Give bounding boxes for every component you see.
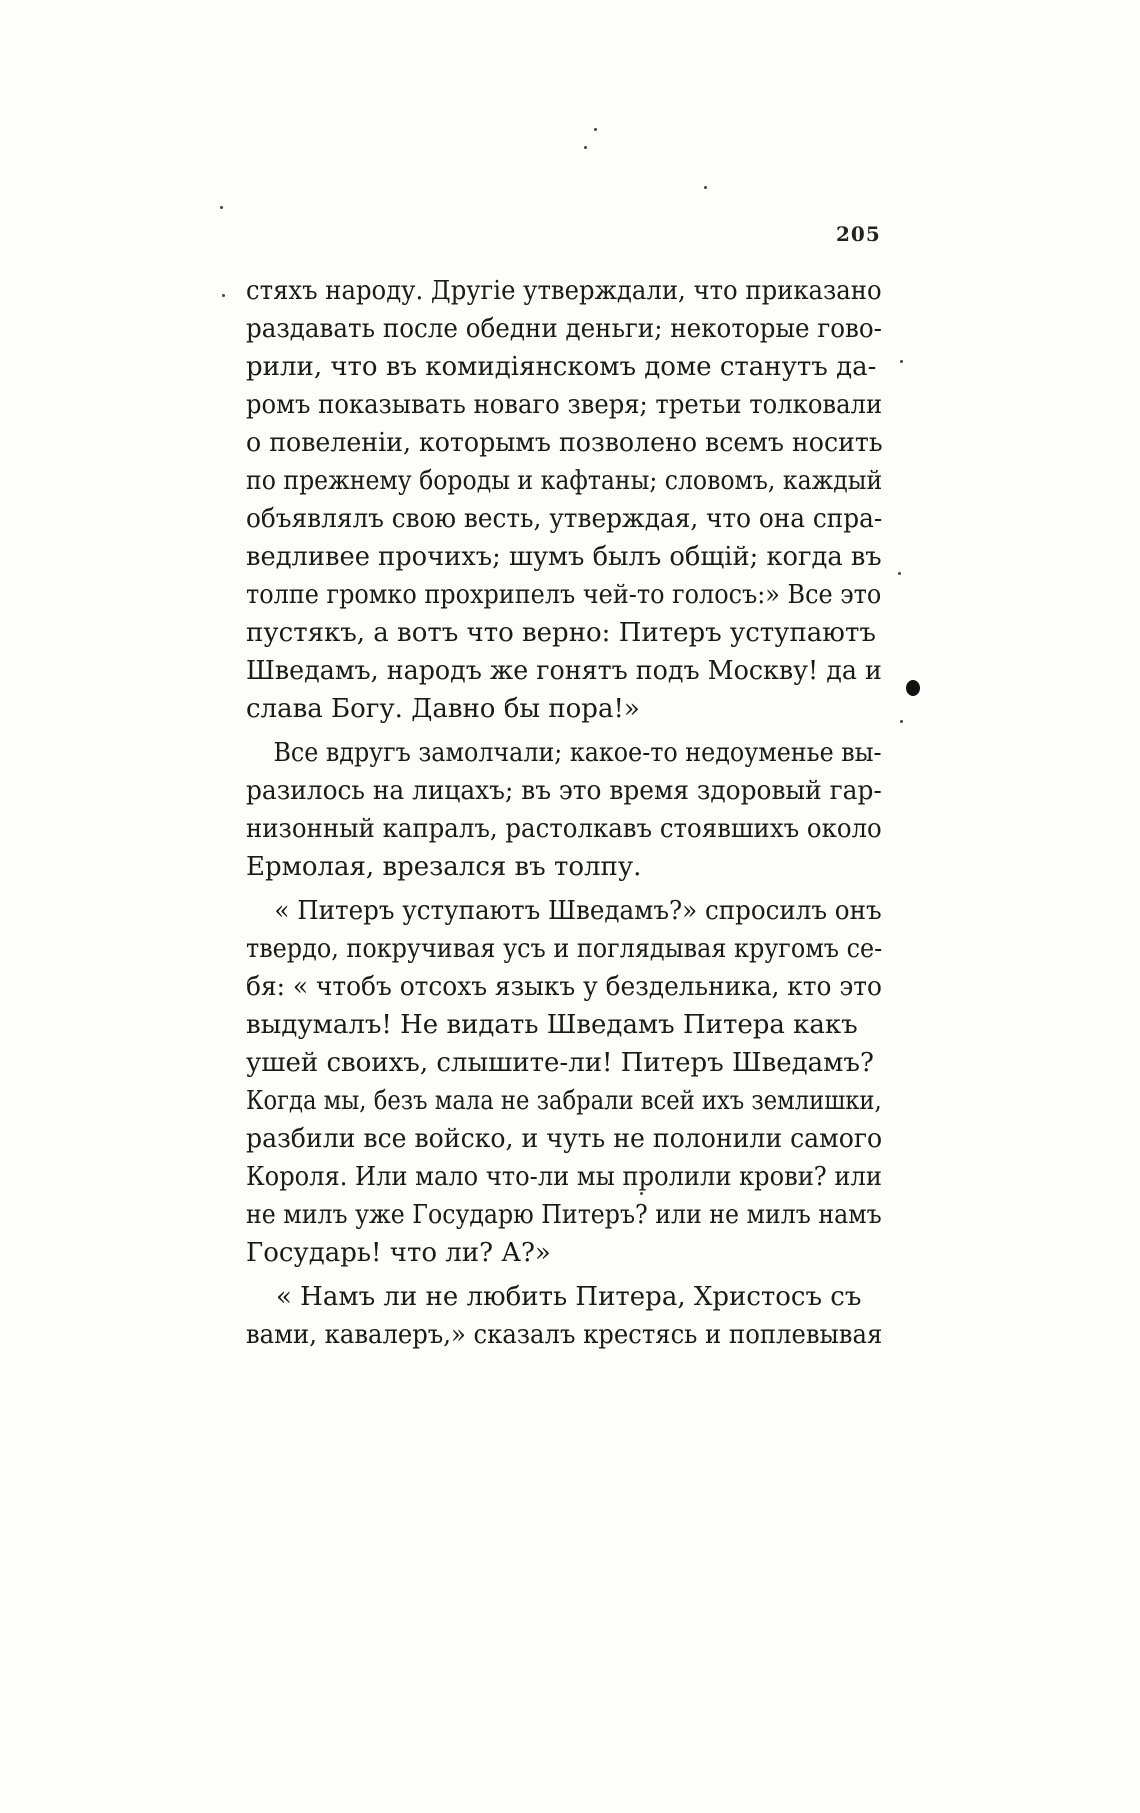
scan-speck: [222, 294, 225, 297]
text-line: слава Богу. Давно бы пора!»: [246, 694, 640, 724]
text-line: вами, кавалеръ,» сказалъ крестясь и поплевывая: [246, 1320, 883, 1350]
text-line: разилось на лицахъ; въ это время здоровый гар-: [246, 776, 882, 806]
scan-speck: [220, 206, 223, 209]
text-line: объявлялъ свою весть, утверждая, что она спра-: [246, 504, 883, 534]
paragraph: [246, 1278, 882, 1354]
page-number: 205: [836, 222, 881, 246]
text-line: твердо, покручивая усъ и поглядывая кругомъ се-: [246, 934, 883, 964]
text-line: Ермолая, врезался въ толпу.: [246, 852, 642, 882]
scan-speck: [900, 360, 903, 363]
text-line: Короля. Или мало что-ли мы пролили крови? или: [246, 1162, 882, 1192]
text-line: ромъ показывать новаго зверя; третьи толковали: [246, 390, 883, 420]
text-line: « Питеръ уступаютъ Шведамъ?» спросилъ онъ: [274, 896, 882, 926]
text-line: толпе громко прохрипелъ чей-то голосъ:» Все это: [246, 580, 882, 610]
text-line: выдумалъ! Не видать Шведамъ Питера какъ: [246, 1010, 858, 1040]
text-line: бя: « чтобъ отсохъ языкъ у бездельника, кто это: [246, 972, 882, 1002]
text-line: о повеленіи, которымъ позволено всемъ носить: [246, 428, 883, 458]
text-line: Государь! что ли? А?»: [246, 1238, 551, 1268]
text-line: ведливее прочихъ; шумъ былъ общій; когда въ: [246, 542, 882, 572]
text-line: низонный капралъ, растолкавъ стоявшихъ около: [246, 814, 882, 844]
paragraph: [246, 892, 882, 1272]
text-line: раздавать после обедни деньги; некоторые гово-: [246, 314, 882, 344]
text-line: Все вдругъ замолчали; какое-то недоуменье вы-: [273, 738, 882, 768]
paragraph: [246, 734, 882, 886]
text-line: не милъ уже Государю Питеръ? или не милъ намъ: [246, 1200, 882, 1230]
ink-blot: [906, 680, 920, 696]
text-line: стяхъ народу. Другіе утверждали, что приказано: [246, 276, 882, 306]
text-line: Шведамъ, народъ же гонятъ подъ Москву! да и: [246, 656, 882, 686]
scan-speck: [594, 128, 597, 131]
scan-speck: [900, 720, 903, 723]
text-line: ушей своихъ, слышите-ли! Питеръ Шведамъ?: [246, 1048, 874, 1078]
text-line: Когда мы, безъ мала не забрали всей ихъ землишки,: [246, 1086, 882, 1116]
scan-speck: [704, 186, 707, 189]
body-text: [246, 272, 882, 1354]
text-line: разбили все войско, и чуть не полонили самого: [246, 1124, 883, 1154]
scan-speck: [584, 146, 587, 149]
text-line: « Намъ ли не любить Питера, Христосъ съ: [276, 1282, 862, 1312]
text-line: пустякъ, а вотъ что верно: Питеръ уступаютъ: [246, 618, 876, 648]
text-line: рили, что въ комидіянскомъ доме станутъ да-: [246, 352, 877, 382]
text-line: по прежнему бороды и кафтаны; словомъ, каждый: [246, 466, 883, 496]
paragraph: [246, 272, 882, 728]
scan-speck: [898, 572, 901, 575]
